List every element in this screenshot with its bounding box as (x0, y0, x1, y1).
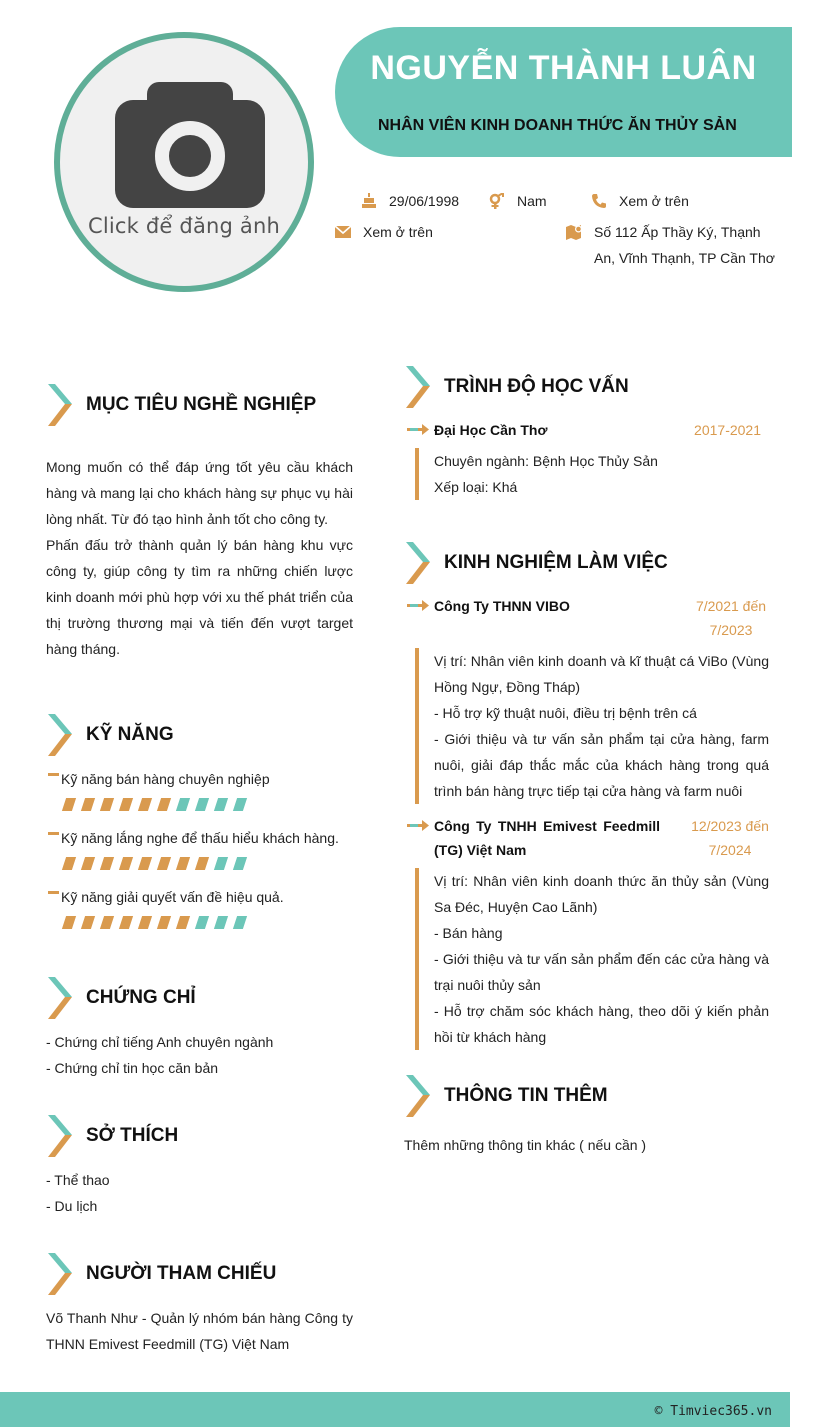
certificates-title: CHỨNG CHỈ (86, 987, 196, 1008)
gender-icon (489, 193, 505, 209)
objective-paragraph: Mong muốn có thể đáp ứng tốt yêu cầu khách hàng và mang lại cho khách hàng sự phục vụ hài lòng nhất. Từ đó tạo hình ảnh tốt cho công ty. (46, 459, 353, 527)
section-chevron-icon (404, 542, 432, 584)
job-date: 7/2021 đến 7/2023 (695, 598, 767, 638)
hobby-item: - Du lịch (46, 1198, 98, 1214)
skill-segment-filled (157, 857, 171, 870)
birthday-value: 29/06/1998 (389, 193, 460, 209)
education-line: Xếp loại: Khá (434, 479, 518, 495)
job-line: - Giới thiệu và tư vấn sản phẩm đến các cửa hàng và trại nuôi thủy sản (434, 951, 769, 993)
skill-item (46, 887, 366, 929)
references-title: NGƯỜI THAM CHIẾU (86, 1263, 277, 1284)
skill-segment-empty (195, 916, 209, 929)
skill-segment-filled (62, 798, 76, 811)
job-date: 12/2023 đến 7/2024 (691, 818, 769, 858)
skill-label: Kỹ năng lắng nghe để thấu hiểu khách hàng. (46, 828, 366, 848)
education-title: TRÌNH ĐỘ HỌC VẤN (444, 376, 629, 397)
skill-segment-empty (214, 798, 228, 811)
skill-segment-filled (138, 916, 152, 929)
skill-segment-filled (81, 857, 95, 870)
references-text: Võ Thanh Như - Quản lý nhóm bán hàng Công ty THNN Emivest Feedmill (TG) Việt Nam (46, 1310, 353, 1352)
skill-segment-empty (233, 798, 247, 811)
education-entry-head (407, 418, 769, 442)
address-value: Số 112 Ấp Thầy Ký, Thạnh An, Vĩnh Thạnh, TP Cần Thơ (594, 224, 775, 266)
certificate-item: - Chứng chỉ tin học căn bản (46, 1060, 219, 1076)
footer-bar (0, 1392, 790, 1427)
section-chevron-icon (46, 977, 74, 1019)
experience-title: KINH NGHIỆM LÀM VIỆC (444, 552, 668, 573)
skill-segment-filled (138, 798, 152, 811)
skill-segment-filled (138, 857, 152, 870)
phone-value: Xem ở trên (619, 193, 689, 209)
skill-segment-filled (157, 798, 171, 811)
certificate-item: - Chứng chỉ tiếng Anh chuyên ngành (46, 1034, 274, 1050)
skill-label: Kỹ năng bán hàng chuyên nghiệp (46, 769, 366, 789)
footer-credit: © Timviec365.vn (654, 1404, 772, 1419)
skills-title: KỸ NĂNG (86, 724, 174, 745)
skill-segment-empty (233, 916, 247, 929)
entry-arrow-icon (407, 420, 429, 440)
education-date: 2017-2021 (694, 422, 761, 438)
education-line: Chuyên ngành: Bệnh Học Thủy Sản (434, 453, 658, 469)
job-line: Vị trí: Nhân viên kinh doanh và kĩ thuật cá ViBo (Vùng Hồng Ngự, Đồng Tháp) (434, 653, 769, 695)
skill-segment-filled (62, 916, 76, 929)
skill-segment-empty (195, 798, 209, 811)
skill-segment-filled (157, 916, 171, 929)
job-line: - Hỗ trợ chăm sóc khách hàng, theo dõi ý kiến phản hồi từ khách hàng (434, 1003, 769, 1045)
objective-text (46, 454, 353, 662)
job-title: NHÂN VIÊN KINH DOANH THỨC ĂN THỦY SẢN (378, 117, 737, 134)
email-value: Xem ở trên (363, 224, 433, 240)
name-banner (335, 27, 792, 157)
school-name: Đại Học Cần Thơ (434, 422, 548, 438)
job-line: - Hỗ trợ kỹ thuật nuôi, điều trị bệnh trên cá (434, 705, 697, 721)
skill-segment-filled (176, 857, 190, 870)
full-name: NGUYỄN THÀNH LUÂN (370, 49, 757, 87)
company-name: Công Ty THNN VIBO (434, 598, 570, 614)
avatar-caption: Click để đăng ảnh (87, 214, 281, 238)
entry-arrow-icon (407, 816, 429, 836)
skill-segment-filled (119, 798, 133, 811)
phone-icon (591, 193, 607, 209)
job-entry-head (407, 814, 769, 862)
section-chevron-icon (46, 1115, 74, 1157)
job-line: Vị trí: Nhân viên kinh doanh thức ăn thủy sản (Vùng Sa Đéc, Huyện Cao Lãnh) (434, 873, 769, 915)
additional-text: Thêm những thông tin khác ( nếu cần ) (404, 1137, 647, 1153)
section-chevron-icon (46, 384, 74, 426)
birthday-info (361, 188, 459, 214)
education-details (415, 448, 769, 500)
skill-item (46, 769, 366, 811)
phone-info (591, 188, 689, 214)
section-chevron-icon (46, 714, 74, 756)
skill-rating-bar (64, 857, 366, 870)
gender-info (489, 188, 547, 214)
gender-value: Nam (517, 193, 547, 209)
section-chevron-icon (404, 366, 432, 408)
job-entry-head (407, 594, 769, 642)
skill-segment-filled (176, 916, 190, 929)
skill-segment-empty (214, 857, 228, 870)
skill-segment-empty (176, 798, 190, 811)
skill-segment-filled (81, 916, 95, 929)
skill-segment-filled (100, 798, 114, 811)
birthday-cake-icon (361, 193, 377, 209)
job-details (415, 868, 769, 1050)
skill-segment-filled (100, 916, 114, 929)
skill-segment-filled (119, 916, 133, 929)
company-name: Công Ty TNHH Emivest Feedmill (TG) Việt Nam (434, 818, 660, 858)
skill-segment-filled (195, 857, 209, 870)
job-details (415, 648, 769, 804)
address-info (566, 219, 776, 271)
map-icon (566, 224, 584, 240)
skill-segment-filled (81, 798, 95, 811)
skill-segment-empty (214, 916, 228, 929)
job-line: - Giới thiệu và tư vấn sản phẩm tại cửa hàng, farm nuôi, giải đáp thắc mắc của khách hàng trong quá trình bán hàng trực tiếp tại cửa hàng và farm nuôi (434, 731, 769, 799)
camera-icon (115, 78, 265, 208)
skill-segment-empty (233, 857, 247, 870)
skill-segment-filled (62, 857, 76, 870)
hobbies-title: SỞ THÍCH (86, 1125, 179, 1146)
additional-title: THÔNG TIN THÊM (444, 1085, 608, 1106)
hobby-item: - Thể thao (46, 1172, 110, 1188)
objective-title: MỤC TIÊU NGHỀ NGHIỆP (86, 394, 317, 415)
skill-segment-filled (119, 857, 133, 870)
email-info (335, 219, 433, 245)
skill-rating-bar (64, 916, 366, 929)
job-line: - Bán hàng (434, 925, 503, 941)
skill-segment-filled (100, 857, 114, 870)
skill-rating-bar (64, 798, 366, 811)
skill-label: Kỹ năng giải quyết vấn đề hiệu quả. (46, 887, 366, 907)
objective-paragraph: Phấn đấu trở thành quản lý bán hàng khu vực công ty, giúp công ty tìm ra những chiến lược kinh doanh mới phù hợp với xu thế phát triển của thị trường thương mại và tiến đến vượt target hàng tháng. (46, 537, 353, 657)
section-chevron-icon (46, 1253, 74, 1295)
mail-icon (335, 226, 351, 238)
avatar-upload[interactable] (54, 32, 314, 292)
entry-arrow-icon (407, 596, 429, 616)
skill-item (46, 828, 366, 870)
section-chevron-icon (404, 1075, 432, 1117)
